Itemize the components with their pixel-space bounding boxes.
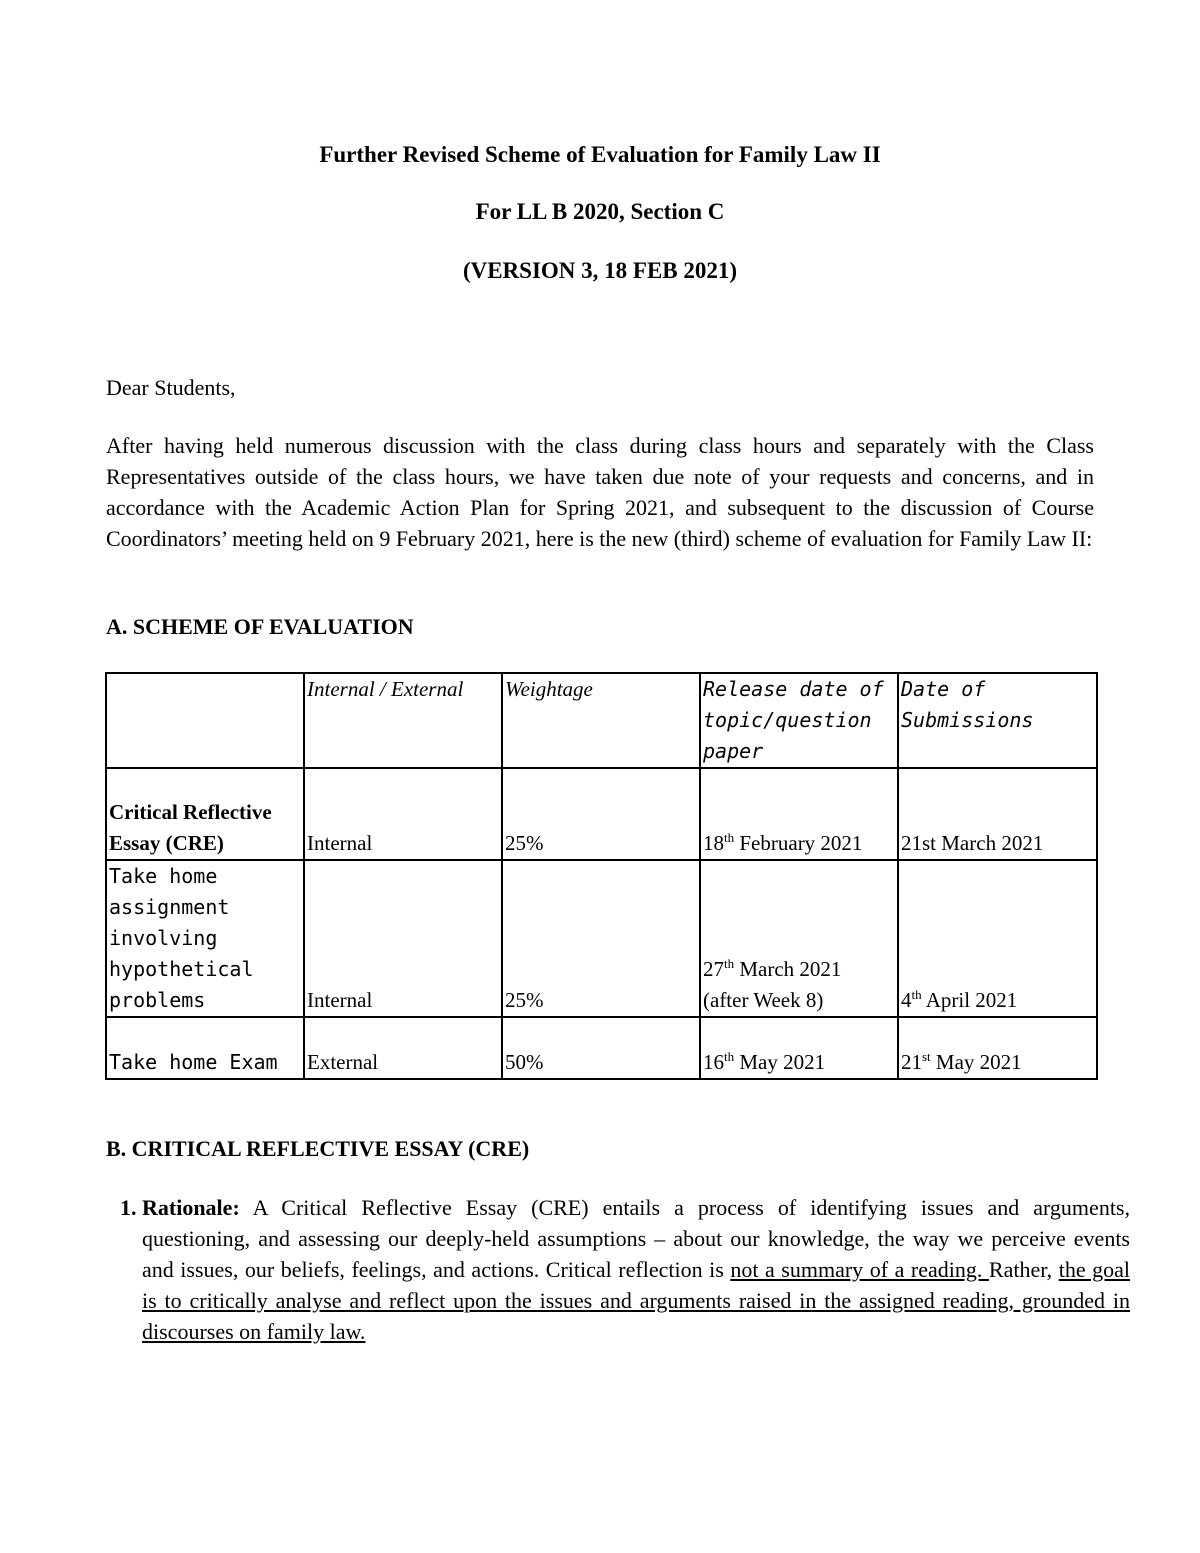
section-a-heading: A. SCHEME OF EVALUATION (106, 614, 414, 639)
document-version: (VERSION 3, 18 FEB 2021) (462, 258, 738, 283)
table-row (106, 860, 1097, 1017)
submission-date-cell (898, 1017, 1097, 1079)
release-day-suffix: th (724, 956, 735, 971)
component-cell: Take home Exam (106, 1017, 304, 1079)
table-header-cell: Internal / External (304, 673, 502, 768)
weightage-cell: 50% (502, 1017, 700, 1079)
point-text: Rather, (988, 1257, 1059, 1282)
release-month-year: February 2021 (734, 831, 863, 855)
table-row (106, 768, 1097, 860)
submission-day: 21st March 2021 (901, 831, 1044, 855)
type-cell: External (304, 1017, 502, 1079)
intro-paragraph: After having held numerous discussion with the class during class hours and separately with the Class Representatives outside of the class hours, we have taken due note of your requests and concerns, and in accordance with the Academic Action Plan for Spring 2021, and subsequent to the discussion of Course Coordinators’ meeting held on 9 February 2021, here is the new (third) scheme of evaluation for Family Law II: (106, 433, 1094, 551)
document-title: Further Revised Scheme of Evaluation for Family Law II (319, 142, 881, 167)
weightage-cell: 25% (502, 860, 700, 1017)
release-day-suffix: th (724, 1049, 735, 1064)
component-cell: Critical Reflective Essay (CRE) (106, 768, 304, 860)
submission-month-year: April 2021 (921, 988, 1018, 1012)
release-date-cell (700, 1017, 898, 1079)
release-month-year: May 2021 (734, 1050, 826, 1074)
table-header-cell: Date of Submissions (898, 673, 1097, 768)
table-header-cell: Weightage (502, 673, 700, 768)
release-day-suffix: th (724, 830, 735, 845)
type-cell: Internal (304, 768, 502, 860)
release-day: 16 (703, 1050, 724, 1074)
point-underlined-text: not a summary of a reading. (730, 1257, 989, 1282)
release-note: (after Week 8) (703, 988, 824, 1012)
table-header-cell (106, 673, 304, 768)
table-row (106, 1017, 1097, 1079)
release-date-cell (700, 860, 898, 1017)
type-cell: Internal (304, 860, 502, 1017)
point-label: Rationale: (142, 1195, 240, 1220)
cre-points-list (106, 1192, 1130, 1347)
submission-date-cell (898, 860, 1097, 1017)
component-cell: Take home assignment involving hypothetical problems (106, 860, 304, 1017)
release-month-year: March 2021 (734, 957, 842, 981)
release-day: 27 (703, 957, 724, 981)
document-subtitle: For LL B 2020, Section C (475, 199, 725, 224)
section-b-heading: B. CRITICAL REFLECTIVE ESSAY (CRE) (106, 1136, 530, 1161)
evaluation-table (105, 672, 1098, 1080)
submission-day: 4 (901, 988, 912, 1012)
greeting: Dear Students, (106, 375, 236, 400)
weightage-cell: 25% (502, 768, 700, 860)
point-underlined-text: the goal is to critically analyse and reflect upon the issues and arguments raised in the assigned reading, grounded in discourses on family law. (142, 1257, 1130, 1344)
table-header-cell: Release date of topic/question paper (700, 673, 898, 768)
point-text: A Critical Reflective Essay (CRE) entails a process of identifying issues and arguments, questioning, and assessing our deeply-held assumptions – about our knowledge, the way we perceive events and issues, our beliefs, feelings, and actions. Critical reflection is (142, 1195, 1130, 1282)
list-item (142, 1192, 1130, 1347)
submission-day-suffix: th (911, 987, 922, 1002)
release-day: 18 (703, 831, 724, 855)
submission-day: 21 (901, 1050, 922, 1074)
release-date-cell (700, 768, 898, 860)
submission-month-year: May 2021 (930, 1050, 1022, 1074)
submission-day-suffix: st (922, 1049, 931, 1064)
table-header-row (106, 673, 1097, 768)
submission-date-cell (898, 768, 1097, 860)
